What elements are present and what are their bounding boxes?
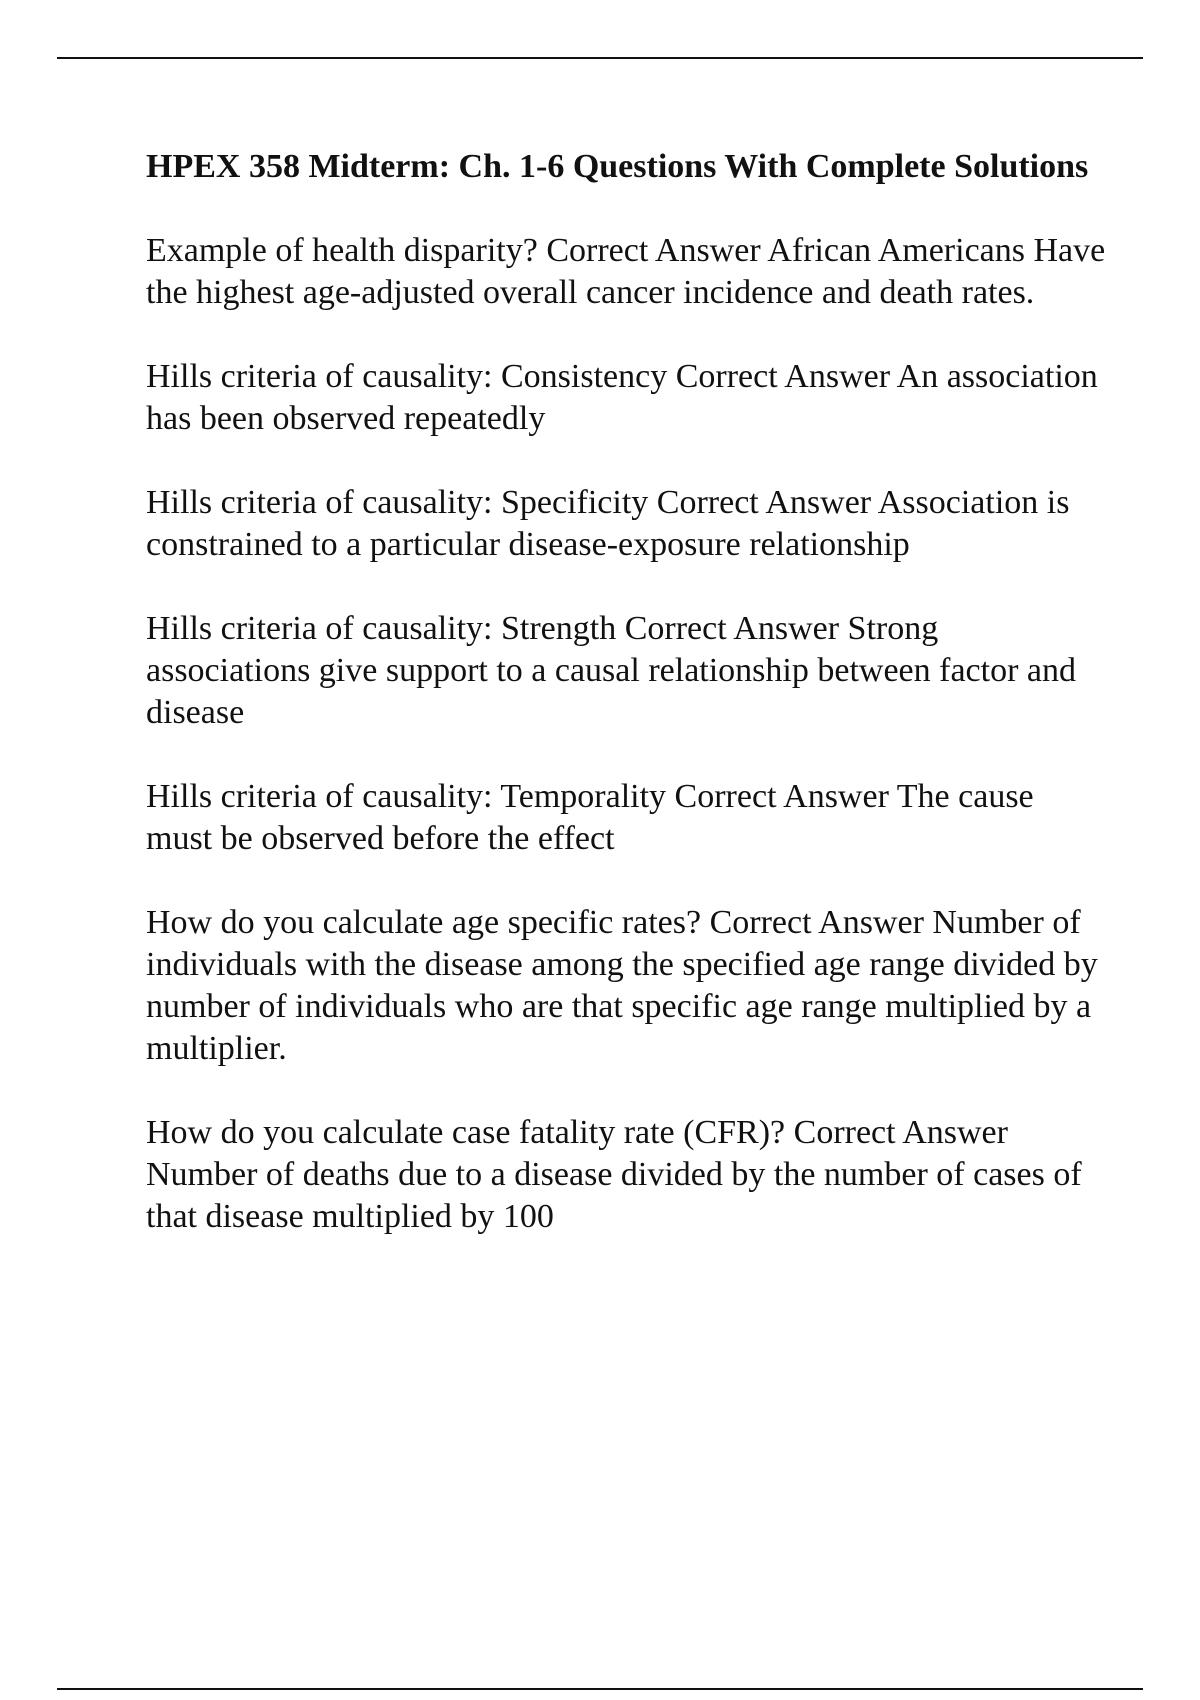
qa-entry: How do you calculate age specific rates? Correct Answer Number of individuals with the disease among the specified age range divided by number of individuals who are that specific age range multiplied by a multiplier. [146, 904, 1098, 1067]
qa-entry: How do you calculate case fatality rate (CFR)? Correct Answer Number of deaths due to a disease divided by the number of cases of that disease multiplied by 100 [146, 1114, 1082, 1235]
qa-entry: Hills criteria of causality: Specificity Correct Answer Association is constrained to a particular disease-exposure relationship [146, 484, 1070, 563]
qa-entry: Hills criteria of causality: Strength Correct Answer Strong associations give support to a causal relationship between factor and disease [146, 610, 1076, 731]
header-rule [57, 57, 1143, 59]
document-body [146, 146, 1106, 1280]
document-title: HPEX 358 Midterm: Ch. 1-6 Questions With Complete Solutions [146, 148, 1089, 185]
qa-entry: Hills criteria of causality: Consistency Correct Answer An association has been observed repeatedly [146, 358, 1098, 437]
qa-entry: Example of health disparity? Correct Answer African Americans Have the highest age-adjusted overall cancer incidence and death rates. [146, 232, 1106, 311]
qa-entry: Hills criteria of causality: Temporality Correct Answer The cause must be observed before the effect [146, 778, 1034, 857]
footer-rule [57, 1688, 1143, 1690]
